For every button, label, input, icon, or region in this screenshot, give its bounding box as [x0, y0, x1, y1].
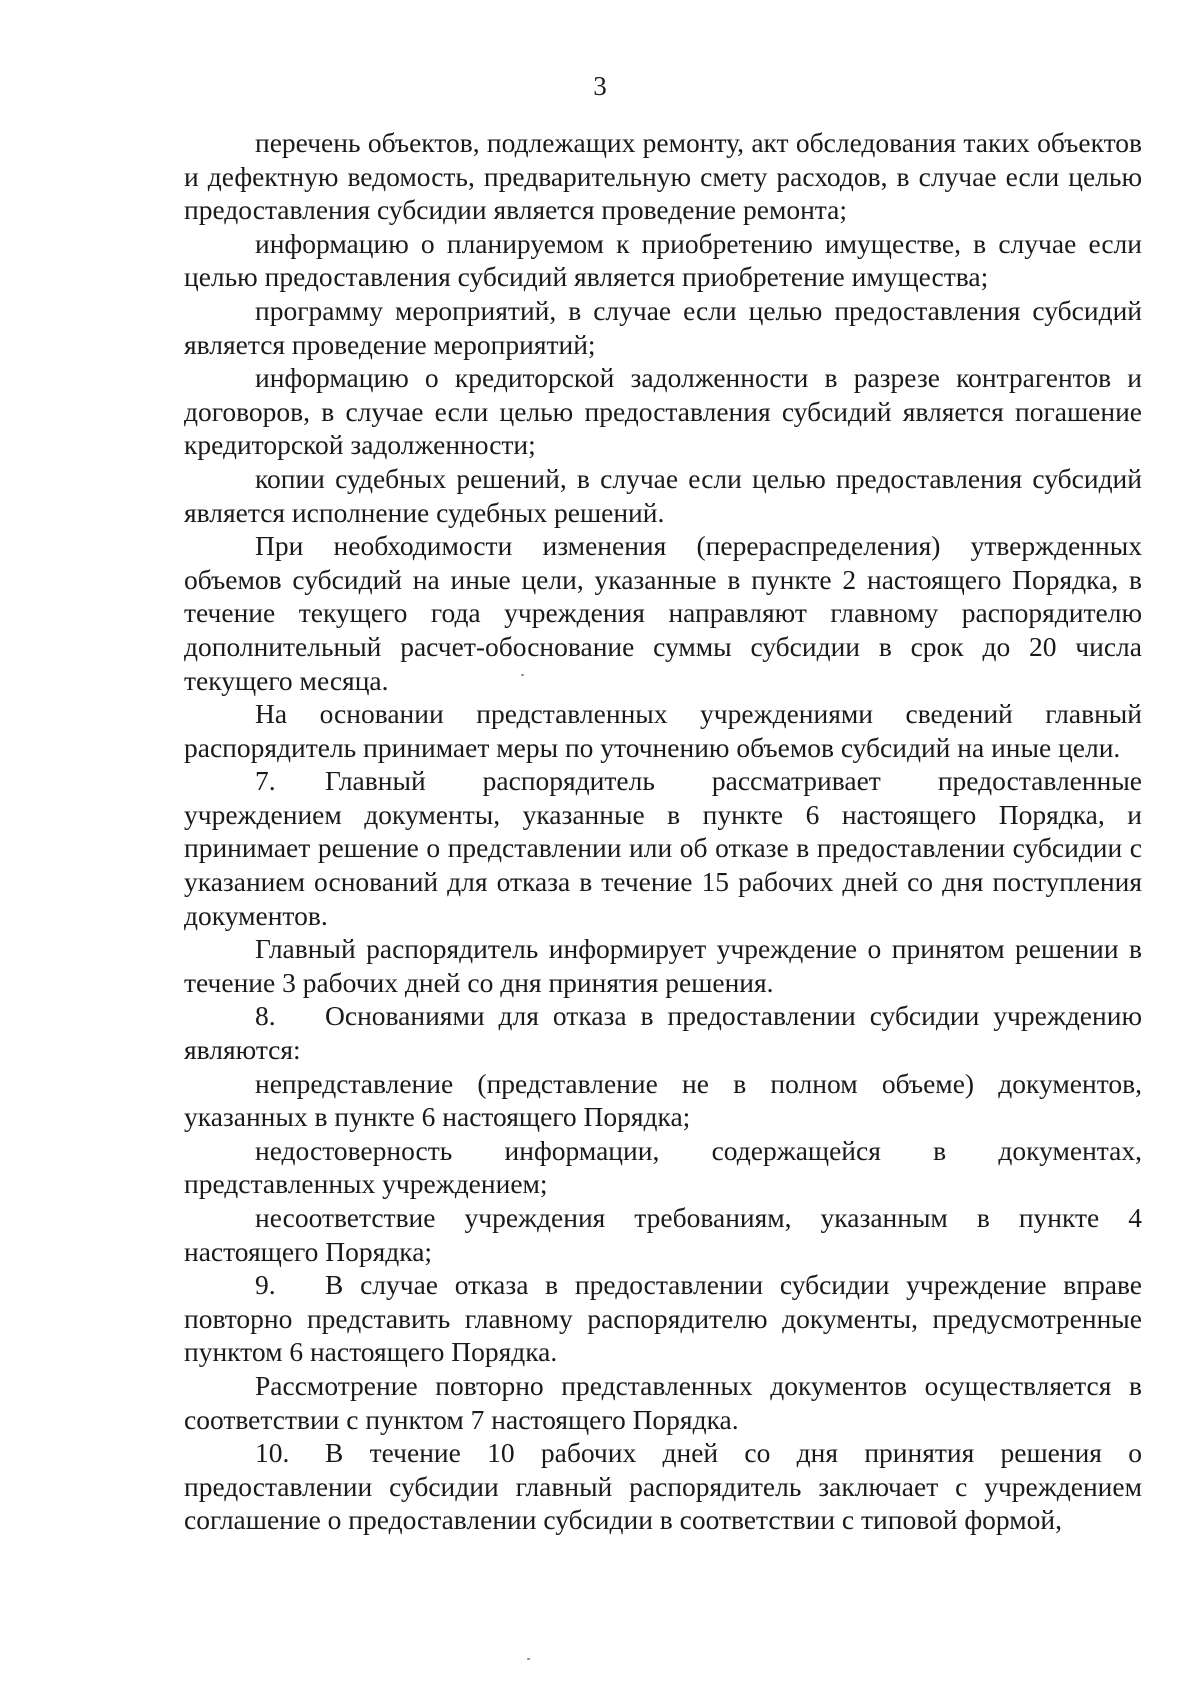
item-number: 10. [255, 1437, 290, 1469]
paragraph: непредставление (представление не в полном объеме) документов, указанных в пункте 6 настоящего Порядка; [184, 1067, 1142, 1133]
paragraph: недостоверность информации, содержащейся в документах, представленных учреждением; [184, 1134, 1142, 1200]
paragraph: копии судебных решений, в случае если целью предоставления субсидий является исполнение судебных решений. [184, 462, 1142, 528]
paragraph-text: В случае отказа в предоставлении субсидии учреждение вправе повторно представить главному распорядителю документы, предусмотренные пунктом 6 настоящего Порядка. [184, 1269, 1142, 1368]
paragraph: перечень объектов, подлежащих ремонту, акт обследования таких объектов и дефектную ведомость, предварительную смету расходов, в случае если целью предоставления субсидии является проведение ремонта; [184, 127, 1142, 226]
paragraph: информацию о планируемом к приобретению имуществе, в случае если целью предоставления субсидий является приобретение имущества; [184, 227, 1142, 293]
document-body [184, 126, 1142, 1537]
item-number: 7. [255, 765, 276, 797]
scan-speck [521, 674, 524, 676]
paragraph-text: Основаниями для отказа в предоставлении субсидии учреждению являются: [184, 1000, 1142, 1066]
numbered-paragraph-9 [184, 1268, 1142, 1369]
paragraph: Главный распорядитель информирует учреждение о принятом решении в течение 3 рабочих дней со дня принятия решения. [184, 933, 1142, 998]
numbered-paragraph-8 [184, 999, 1142, 1066]
scan-speck [527, 1658, 530, 1660]
paragraph: информацию о кредиторской задолженности в разрезе контрагентов и договоров, в случае если целью предоставления субсидий является погашение кредиторской задолженности; [184, 362, 1142, 461]
paragraph-text: Главный распорядитель рассматривает предоставленные учреждением документы, указанные в пункте 6 настоящего Порядка, и принимает решение о представлении или об отказе в предоставлении субсидии с указанием оснований для отказа в течение 15 рабочих дней со дня поступления документов. [184, 765, 1142, 931]
numbered-paragraph-7 [184, 764, 1142, 932]
paragraph: На основании представленных учреждениями сведений главный распорядитель принимает меры по уточнению объемов субсидий на иные цели. [184, 698, 1142, 763]
page-number: 3 [593, 71, 607, 101]
item-number: 9. [255, 1269, 276, 1301]
item-number: 8. [255, 1000, 276, 1032]
paragraph: При необходимости изменения (перераспределения) утвержденных объемов субсидий на иные цели, указанные в пункте 2 настоящего Порядка, в течение текущего года учреждения направляют главному распорядителю дополнительный расчет-обоснование суммы субсидии в срок до 20 числа текущего месяца. [184, 530, 1142, 696]
paragraph: несоответствие учреждения требованиям, указанным в пункте 4 настоящего Порядка; [184, 1202, 1142, 1267]
paragraph-text: В течение 10 рабочих дней со дня принятия решения о предоставлении субсидии главный распорядитель заключает с учреждением соглашение о предоставлении субсидии в соответствии с типовой формой, [184, 1437, 1142, 1536]
paragraph: программу мероприятий, в случае если целью предоставления субсидий является проведение мероприятий; [184, 294, 1142, 360]
paragraph: Рассмотрение повторно представленных документов осуществляется в соответствии с пунктом 7 настоящего Порядка. [184, 1369, 1142, 1435]
numbered-paragraph-10 [184, 1436, 1142, 1537]
